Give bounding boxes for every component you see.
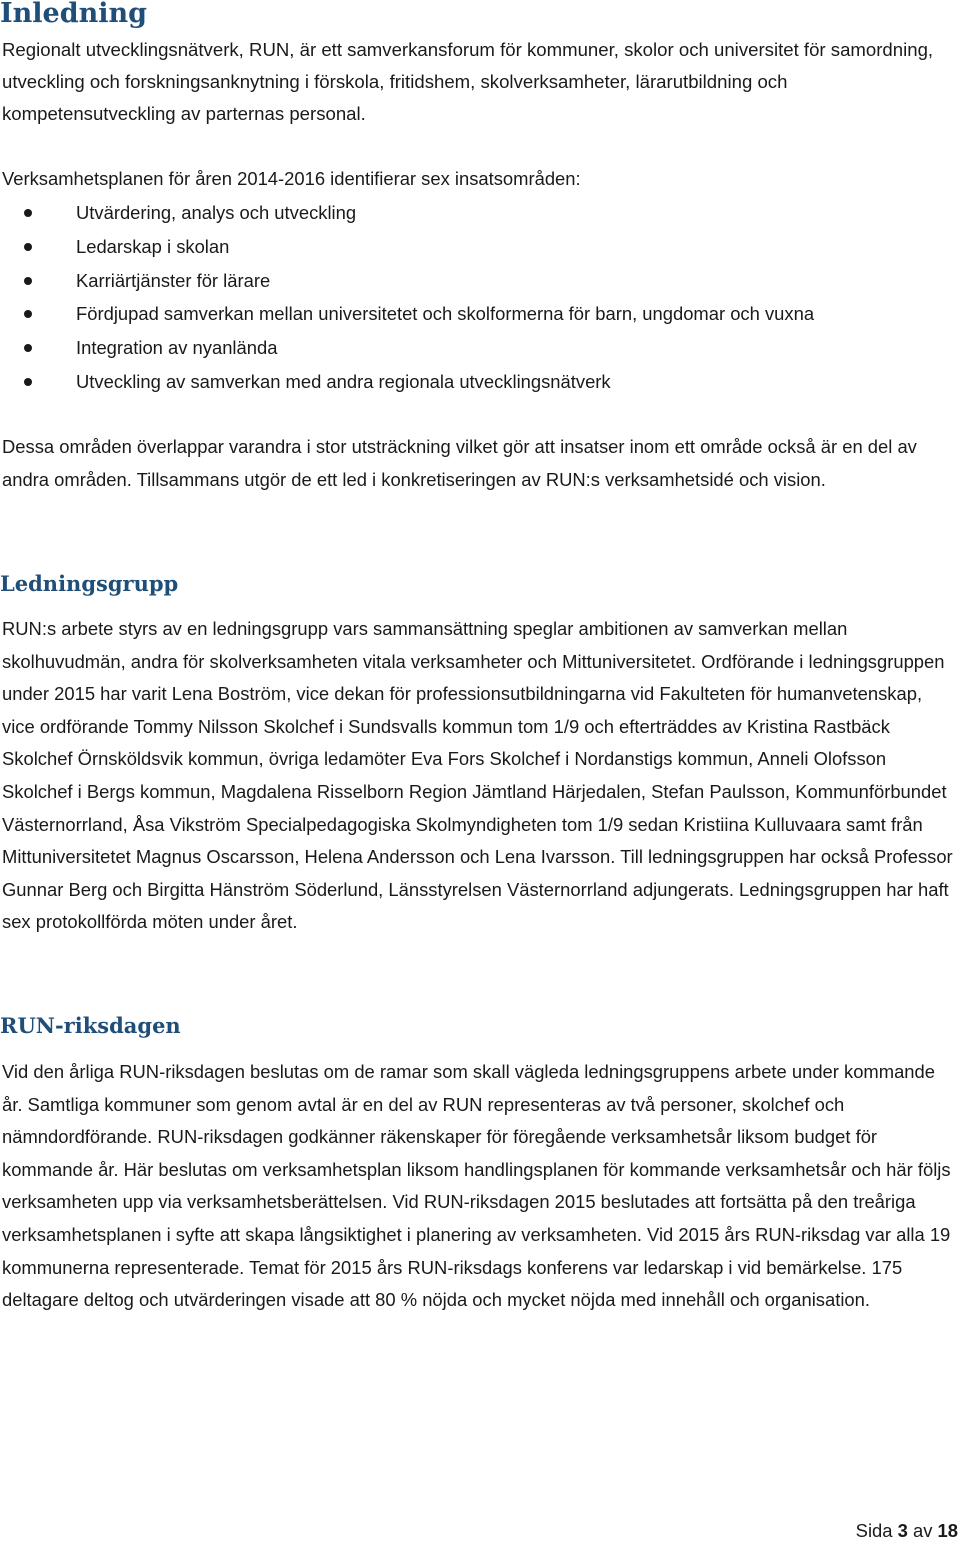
bullet-icon xyxy=(24,209,32,217)
bullet-icon xyxy=(24,344,32,352)
list-item: Karriärtjänster för lärare xyxy=(0,264,960,298)
bullet-icon xyxy=(24,310,32,318)
list-item: Utveckling av samverkan med andra regionala utvecklingsnätverk xyxy=(0,365,960,399)
page-number xyxy=(856,1518,958,1544)
list-item: Utvärdering, analys och utveckling xyxy=(0,196,960,230)
total-pages: 18 xyxy=(937,1520,958,1541)
heading-inledning: Inledning xyxy=(0,0,147,29)
page-label: Sida xyxy=(855,1520,893,1541)
heading-run-riksdagen: RUN-riksdagen xyxy=(0,1013,181,1038)
list-item: Fördjupad samverkan mellan universitetet och skolformerna för barn, ungdomar och vuxna xyxy=(0,297,960,331)
list-item: Integration av nyanlända xyxy=(0,331,960,365)
riksdagen-paragraph: Vid den årliga RUN-riksdagen beslutas om de ramar som skall vägleda ledningsgruppens arbete under kommande år. Samtliga kommuner som genom avtal är en del av RUN representeras av två personer, skolchef och nämndordförande. RUN-riksdagen godkänner räkenskaper för föregående verksamhetsår liksom budget för kommande år. Här beslutas om verksamhetsplan liksom handlingsplanen för kommande verksamhetsår och här följs verksamheten upp via verksamhetsberättelsen. Vid RUN-riksdagen 2015 beslutades att fortsätta på den treåriga verksamhetsplanen i syfte att skapa långsiktighet i planering av verksamheten. Vid 2015 års RUN-riksdag var alla 19 kommunerna representerade. Temat för 2015 års RUN-riksdags konferens var ledarskap i vid bemärkelse. 175 deltagare deltog och utvärderingen visade att 80 % nöjda och mycket nöjda med innehåll och organisation. xyxy=(2,1061,951,1311)
intro-paragraph: Regionalt utvecklingsnätverk, RUN, är ett samverkansforum för kommuner, skolor och universitet för samordning, utveckling och forskningsanknytning i förskola, fritidshem, skolverksamheter, lärarutbildning och kompetensutveckling av parternas personal. xyxy=(2,39,934,124)
bullet-icon xyxy=(24,277,32,285)
ledningsgrupp-paragraph: RUN:s arbete styrs av en ledningsgrupp vars sammansättning speglar ambitionen av samverkan mellan skolhuvudmän, andra för skolverksamheten vitala verksamheter och Mittuniversitetet. Ordförande i ledningsgruppen under 2015 har varit Lena Boström, vice dekan för professionsutbildningarna vid Fakulteten för humanvetenskap, vice ordförande Tommy Nilsson Skolchef i Sundsvalls kommun tom 1/9 och efterträddes av Kristina Rastbäck Skolchef Örnsköldsvik kommun, övriga ledamöter Eva Fors Skolchef i Nordanstigs kommun, Anneli Olofsson Skolchef i Bergs kommun, Magdalena Risselborn Region Jämtland Härjedalen, Stefan Paulsson, Kommunförbundet Västernorrland, Åsa Vikström Specialpedagogiska Skolmyndigheten tom 1/9 sedan Kristiina Kulluvaara samt från Mittuniversitetet Magnus Oscarsson, Helena Andersson och Lena Ivarsson. Till ledningsgruppen har också Professor Gunnar Berg och Birgitta Hänström Söderlund, Länsstyrelsen Västernorrland adjungerats. Ledningsgruppen har haft sex protokollförda möten under året. xyxy=(2,618,953,933)
bullet-icon xyxy=(24,243,32,251)
bullet-icon xyxy=(24,378,32,386)
heading-ledningsgrupp: Ledningsgrupp xyxy=(0,571,179,596)
insats-list xyxy=(0,196,960,399)
plan-lead-paragraph: Verksamhetsplanen för åren 2014-2016 identifierar sex insatsområden: xyxy=(2,168,581,189)
overlap-paragraph: Dessa områden överlappar varandra i stor utsträckning vilket gör att insatser inom ett område också är en del av andra områden. Tillsammans utgör de ett led i konkretiseringen av RUN:s verksamhetsidé och vision. xyxy=(2,436,917,490)
current-page: 3 xyxy=(897,1520,908,1541)
list-item: Ledarskap i skolan xyxy=(0,230,960,264)
of-label: av xyxy=(912,1520,933,1541)
